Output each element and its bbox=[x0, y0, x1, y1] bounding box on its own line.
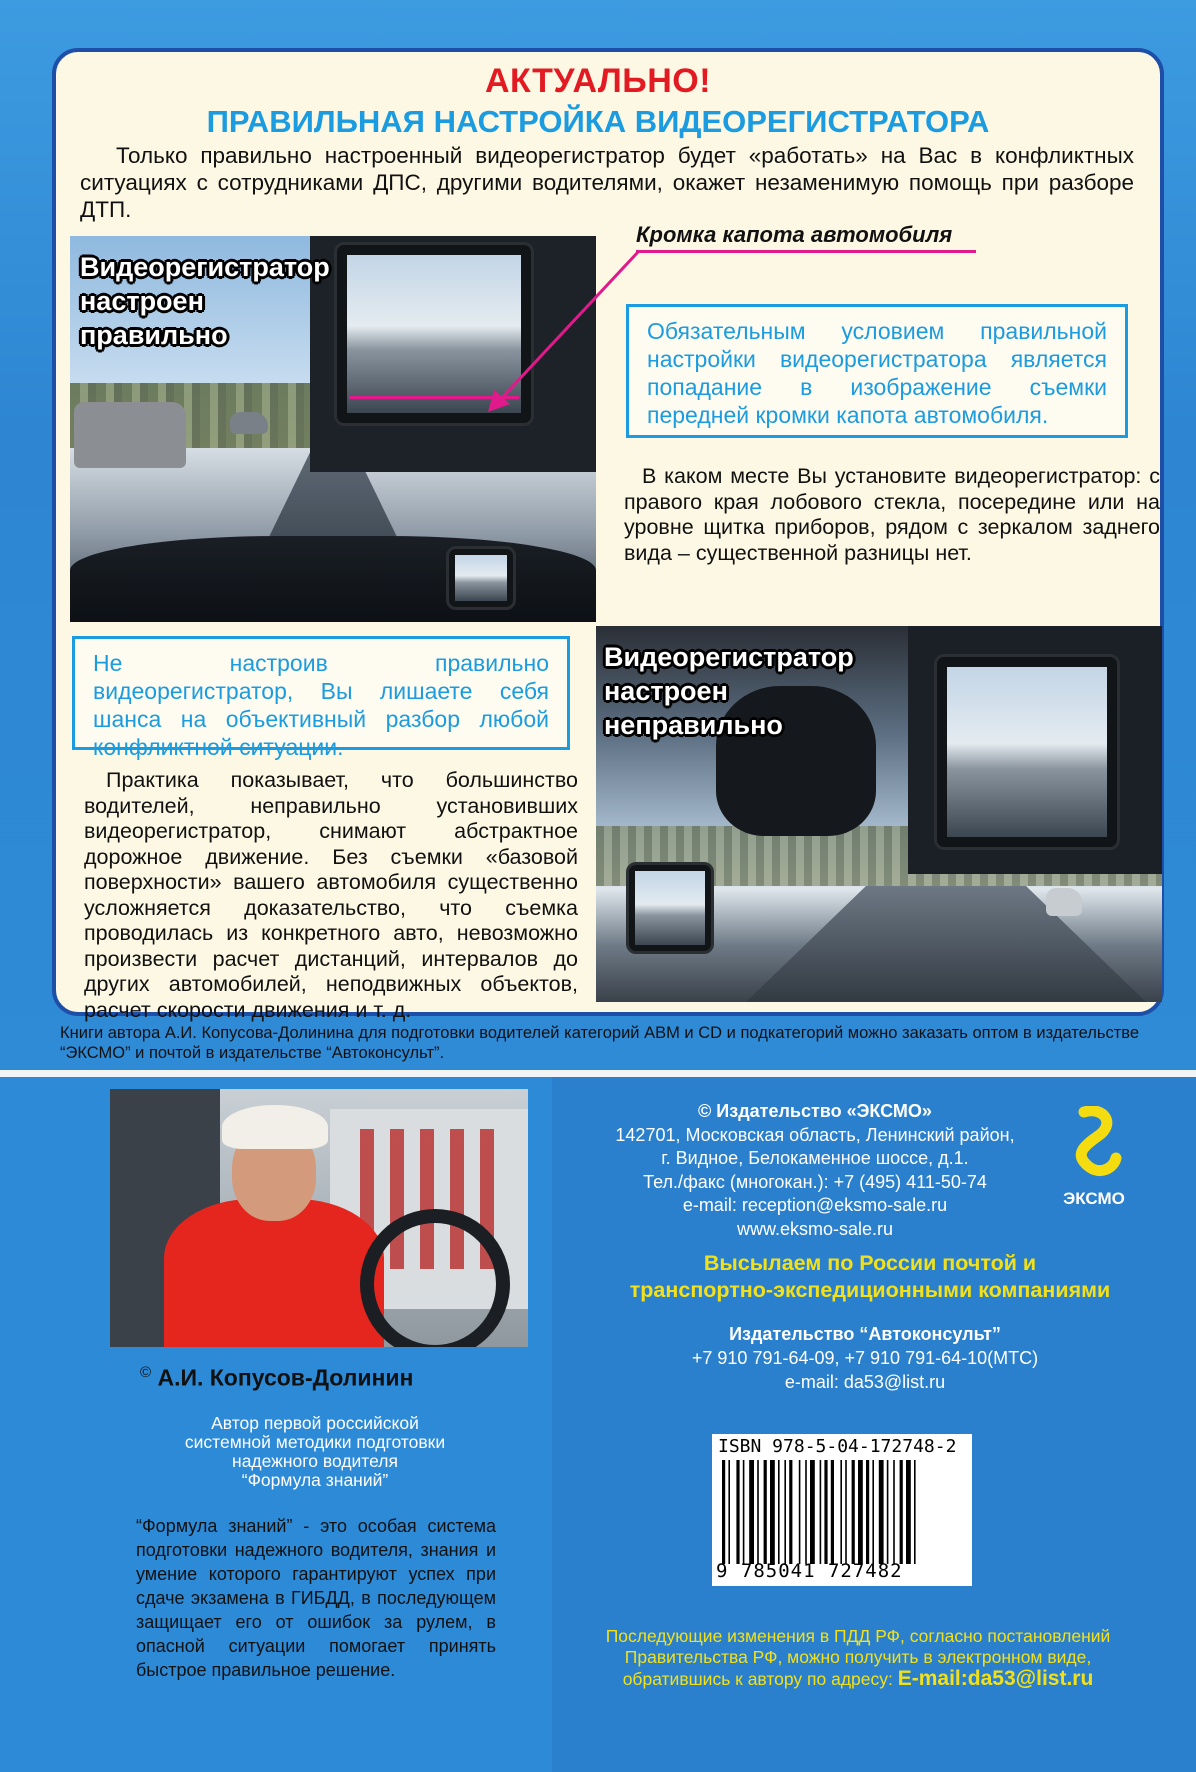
footnote: Книги автора А.И. Копусова-Долинина для подготовки водителей категорий ABM и CD и подкатегорий можно заказать оптом в издательстве “ЭКСМО” и почтой в издательстве “Автоконсульт”. bbox=[60, 1024, 1140, 1062]
publisher-info: © Издательство «ЭКСМО» 142701, Московская область, Ленинский район, г. Видное, Белокаменное шоссе, д.1. Тел./факс (многокан.): +7 (495) 411-50-74 e-mail: reception@eksmo-sale.ru www.eksmo-sale.ru bbox=[615, 1101, 1015, 1239]
photo-wrong-setup bbox=[596, 626, 1162, 1002]
author-name: © А.И. Копусов-Долинин bbox=[140, 1364, 414, 1391]
practice-text: Практика показывает, что большинство водителей, неправильно установивших видеорегистратор, снимают абстрактное дорожное движение. Без съемки «базовой поверхности» вашего автомобиля существенно усложняется доказательство, что съемка проводилась из конкретного авто, невозможно произвести расчет дистанций, интервалов до других автомобилей, неподвижных объектов, расчет скорости движения и т. д. bbox=[84, 768, 578, 1022]
warning-box: Не настроив правильно видеорегистратор, Вы лишаете себя шанса на объективный разбор любой конфликтной ситуации. bbox=[72, 636, 570, 750]
isbn-barcode bbox=[712, 1434, 972, 1586]
eksmo-logo-icon bbox=[1054, 1106, 1134, 1184]
placement-text: В каком месте Вы установите видеорегистратор: с правого края лобового стекла, посередине или на уровне щитка приборов, рядом с зеркалом заднего вида – существенной разницы нет. bbox=[624, 464, 1160, 565]
avtokonsult-info: Издательство “Автоконсульт” +7 910 791-64-09, +7 910 791-64-10(МТС) e-mail: da53@list.ru bbox=[691, 1324, 1039, 1392]
dvr-screen-wrong bbox=[934, 654, 1120, 850]
hood-underline bbox=[636, 250, 976, 253]
hood-arrow bbox=[480, 246, 650, 414]
barcode-digits: 9 785041 727482 bbox=[716, 1560, 903, 1582]
photo2-label: Видеорегистратор настроен неправильно bbox=[604, 642, 854, 740]
barcode-bars bbox=[722, 1460, 962, 1564]
author-email: E-mail:da53@list.ru bbox=[897, 1667, 1094, 1690]
eksmo-logo: ЭКСМО bbox=[1054, 1106, 1134, 1210]
shipping-notice: Высылаем по России почтой и транспортно-экспедиционными компаниями bbox=[629, 1251, 1111, 1302]
rules-changes-notice: Последующие изменения в ПДД РФ, согласно постановлений Правительства РФ, можно получить в электронном виде, обратившись к автору по адресу: E-mail:da53@list.ru bbox=[605, 1626, 1111, 1690]
photo1-label: Видеорегистратор настроен правильно bbox=[80, 252, 330, 350]
separator bbox=[0, 1070, 1196, 1077]
formula-description: “Формула знаний” - это особая система подготовки надежного водителя, знания и умение которого гарантируют успех при сдаче экзамена в ГИБДД, в последующем защищает его от ошибок за рулем, в опасной ситуации помогает принять быстрое правильное решение. bbox=[136, 1516, 496, 1680]
intro-text: Только правильно настроенный видеорегистратор будет «работать» на Вас в конфликтных ситуациях с сотрудниками ДПС, другими водителями, окажет незаменимую помощь при разборе ДТП. bbox=[80, 143, 1134, 222]
author-photo bbox=[110, 1089, 528, 1347]
condition-box: Обязательным условием правильной настройки видеорегистратора является попадание в изображение съемки передней кромки капота автомобиля. bbox=[626, 304, 1128, 438]
author-description: Автор первой российской системной методики подготовки надежного водителя “Формула знаний” bbox=[184, 1413, 446, 1490]
page-subtitle: ПРАВИЛЬНАЯ НАСТРОЙКА ВИДЕОРЕГИСТРАТОРА bbox=[206, 104, 990, 139]
hood-caption: Кромка капота автомобиля bbox=[636, 222, 953, 247]
isbn-text: ISBN 978-5-04-172748-2 bbox=[718, 1436, 957, 1457]
page-title: АКТУАЛЬНО! bbox=[484, 62, 712, 100]
